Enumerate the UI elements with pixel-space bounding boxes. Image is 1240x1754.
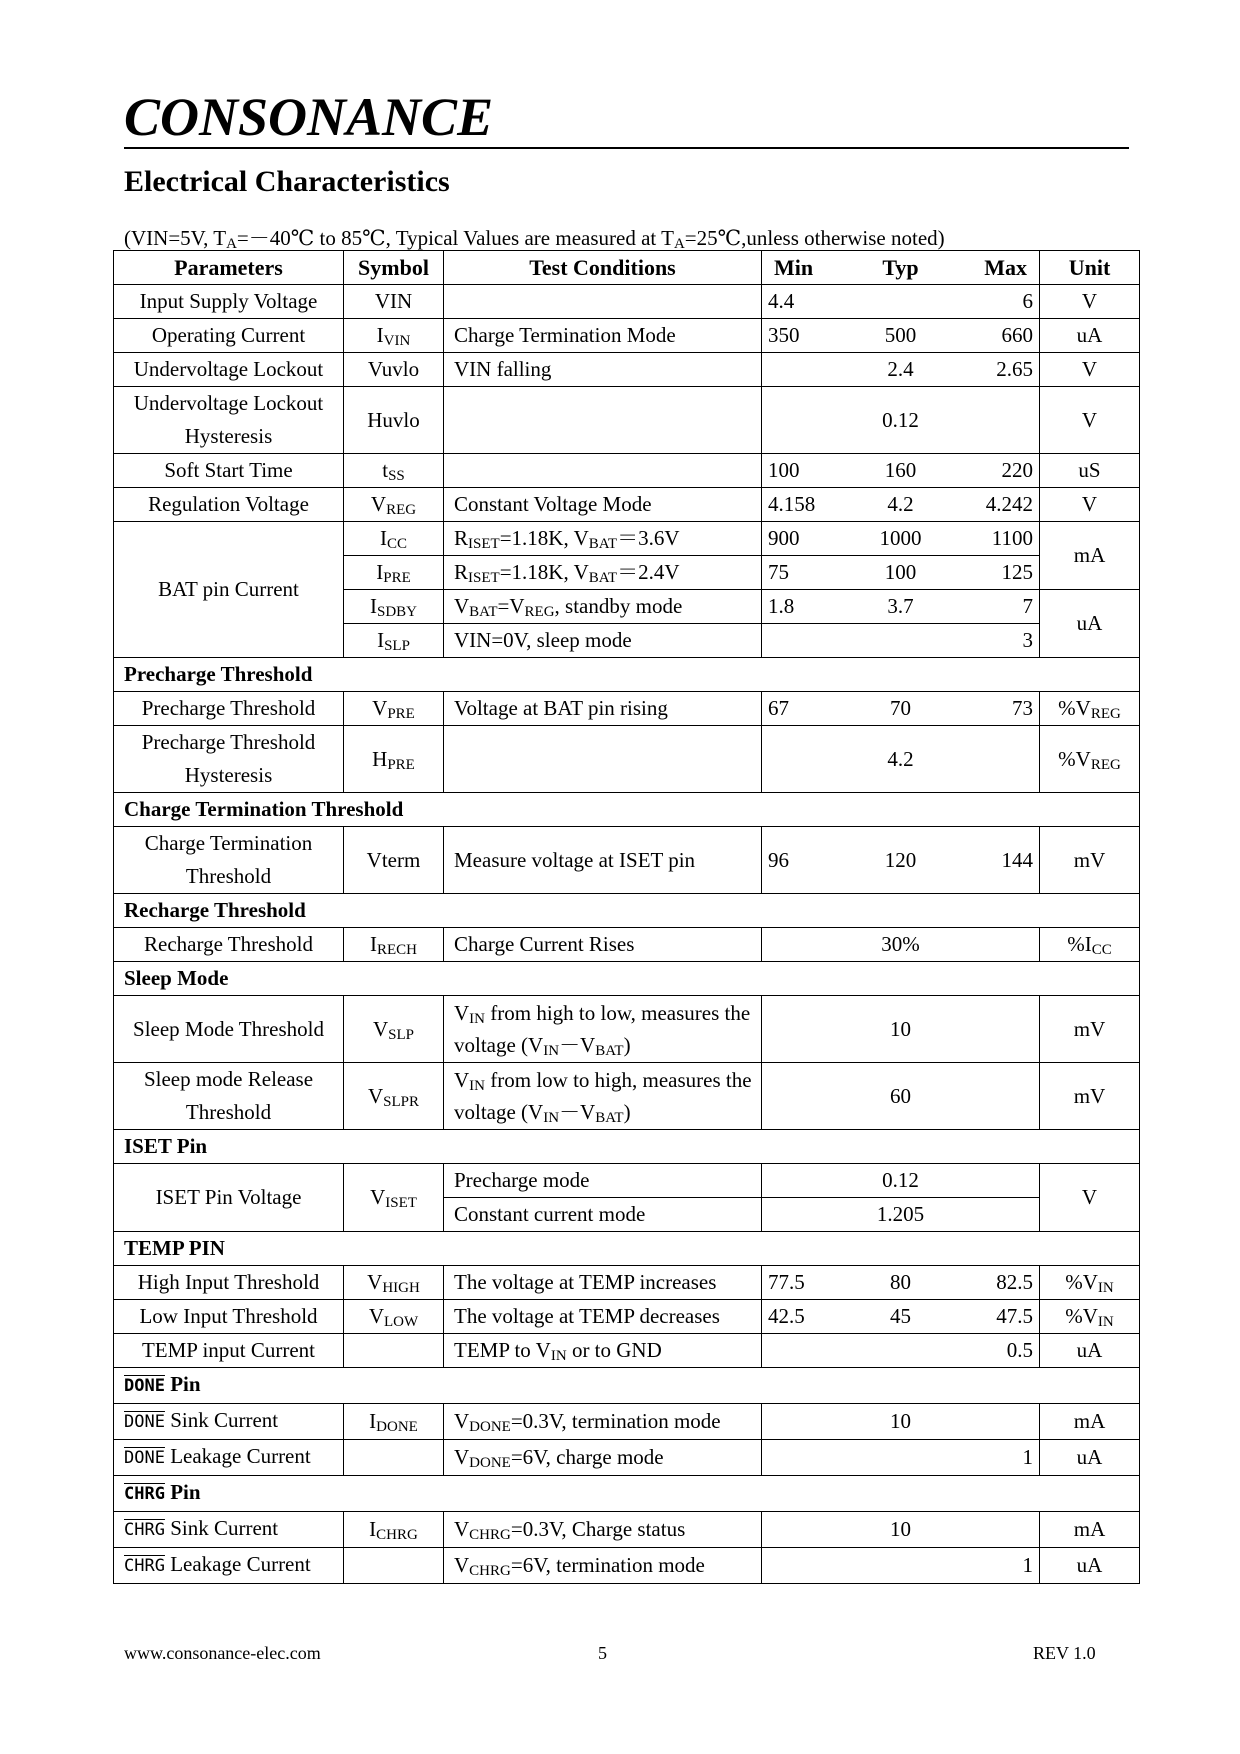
param-cell: BAT pin Current	[114, 522, 344, 658]
values-cell: 350 500 660	[762, 319, 1040, 353]
param-cell: TEMP input Current	[114, 1334, 344, 1368]
unit-cell: $\%V_{REG}$	[1040, 726, 1140, 793]
values-cell: 96 120 144	[762, 827, 1040, 894]
param-cell: DONE Sink Current	[114, 1404, 344, 1440]
table-row	[114, 1063, 1140, 1130]
symbol-cell: $I_{SDBY}$	[344, 590, 444, 624]
electrical-characteristics-table	[113, 250, 1140, 1584]
values-cell: 4.158 4.2 4.242	[762, 488, 1040, 522]
symbol-cell: $I_{RECH}$	[344, 928, 444, 962]
unit-cell: uA	[1040, 590, 1140, 658]
header-parameters: Parameters	[114, 251, 344, 285]
brand-logo: CONSONANCE	[124, 87, 494, 147]
section-row	[114, 894, 1140, 928]
unit-cell: uA	[1040, 1548, 1140, 1584]
values-cell: 42.5 45 47.5	[762, 1300, 1040, 1334]
unit-cell: uA	[1040, 1440, 1140, 1476]
section-row	[114, 1232, 1140, 1266]
condition-cell: Measure voltage at ISET pin	[444, 827, 762, 894]
param-cell: Undervoltage Lockout	[114, 353, 344, 387]
symbol-cell: VIN	[344, 285, 444, 319]
section-done-pin: DONE Pin	[114, 1368, 1140, 1404]
symbol-cell	[344, 1334, 444, 1368]
values-cell: 3	[762, 624, 1040, 658]
unit-cell: V	[1040, 353, 1140, 387]
footer-website: www.consonance-elec.com	[124, 1643, 321, 1663]
values-cell: 100 160 220	[762, 454, 1040, 488]
header-unit: Unit	[1040, 251, 1140, 285]
footer-revision: REV 1.0	[1033, 1643, 1096, 1663]
condition-cell: $V_{DONE}=0.3V$, termination mode	[444, 1404, 762, 1440]
table-row	[114, 1266, 1140, 1300]
param-cell: ISET Pin Voltage	[114, 1164, 344, 1232]
condition-cell: Constant current mode	[444, 1198, 762, 1232]
condition-cell	[444, 726, 762, 793]
param-cell: Precharge Threshold	[114, 692, 344, 726]
condition-cell	[444, 285, 762, 319]
condition-cell	[444, 454, 762, 488]
condition-cell: TEMP to $V_{IN}$ or to GND	[444, 1334, 762, 1368]
symbol-cell: $V_{SLPR}$	[344, 1063, 444, 1130]
param-cell: Sleep mode Release Threshold	[114, 1063, 344, 1130]
symbol-cell: $H_{PRE}$	[344, 726, 444, 793]
values-cell: 0.12	[762, 1164, 1040, 1198]
table-header-row	[114, 251, 1140, 285]
condition-cell: Charge Termination Mode	[444, 319, 762, 353]
section-row	[114, 962, 1140, 996]
param-cell: High Input Threshold	[114, 1266, 344, 1300]
unit-cell: mV	[1040, 996, 1140, 1063]
condition-cell: $V_{IN}$ from high to low, measures the voltage $(V_{IN}-V_{BAT})$	[444, 996, 762, 1063]
symbol-cell: $V_{SLP}$	[344, 996, 444, 1063]
table-row	[114, 1300, 1140, 1334]
symbol-cell: $V_{PRE}$	[344, 692, 444, 726]
unit-cell: V	[1040, 285, 1140, 319]
symbol-cell	[344, 1548, 444, 1584]
symbol-cell: Vuvlo	[344, 353, 444, 387]
table-row	[114, 1440, 1140, 1476]
unit-cell: $\%I_{CC}$	[1040, 928, 1140, 962]
unit-cell: $\%V_{REG}$	[1040, 692, 1140, 726]
symbol-cell: $I_{CHRG}$	[344, 1512, 444, 1548]
section-temp-pin: TEMP PIN	[114, 1232, 1140, 1266]
unit-cell: mV	[1040, 1063, 1140, 1130]
param-cell: Charge Termination Threshold	[114, 827, 344, 894]
condition-cell: $R_{ISET}=1.18K$, $V_{BAT}=2.4V$	[444, 556, 762, 590]
table-row	[114, 1512, 1140, 1548]
values-cell: 1	[762, 1548, 1040, 1584]
param-cell: Undervoltage Lockout Hysteresis	[114, 387, 344, 454]
param-cell: Sleep Mode Threshold	[114, 996, 344, 1063]
condition-cell: $V_{DONE}=6V$, charge mode	[444, 1440, 762, 1476]
unit-cell: $\%V_{IN}$	[1040, 1266, 1140, 1300]
table-row	[114, 319, 1140, 353]
condition-cell: Constant Voltage Mode	[444, 488, 762, 522]
values-cell: 75 100 125	[762, 556, 1040, 590]
section-row	[114, 1368, 1140, 1404]
condition-cell: Voltage at BAT pin rising	[444, 692, 762, 726]
unit-cell: V	[1040, 488, 1140, 522]
param-cell: Operating Current	[114, 319, 344, 353]
unit-cell: uA	[1040, 319, 1140, 353]
section-row	[114, 1130, 1140, 1164]
unit-cell: mA	[1040, 1512, 1140, 1548]
param-cell: Precharge Threshold Hysteresis	[114, 726, 344, 793]
values-cell: 10	[762, 1404, 1040, 1440]
values-cell: 0.5	[762, 1334, 1040, 1368]
header-test-conditions: Test Conditions	[444, 251, 762, 285]
table-row	[114, 1164, 1140, 1198]
condition-cell: Charge Current Rises	[444, 928, 762, 962]
table-row	[114, 726, 1140, 793]
condition-cell: The voltage at TEMP increases	[444, 1266, 762, 1300]
table-row	[114, 692, 1140, 726]
values-cell: 67 70 73	[762, 692, 1040, 726]
values-cell: 10	[762, 1512, 1040, 1548]
symbol-cell: $V_{REG}$	[344, 488, 444, 522]
param-cell: Recharge Threshold	[114, 928, 344, 962]
unit-cell: mV	[1040, 827, 1140, 894]
table-row	[114, 285, 1140, 319]
values-cell: 1.8 3.7 7	[762, 590, 1040, 624]
unit-cell: mA	[1040, 522, 1140, 590]
unit-cell: uA	[1040, 1334, 1140, 1368]
param-cell: Low Input Threshold	[114, 1300, 344, 1334]
footer-page-number: 5	[598, 1643, 607, 1663]
table-row	[114, 1548, 1140, 1584]
unit-cell: V	[1040, 387, 1140, 454]
values-cell: 4.2	[762, 726, 1040, 793]
unit-cell: V	[1040, 1164, 1140, 1232]
page-title: Electrical Characteristics	[124, 165, 450, 198]
condition-cell: $V_{IN}$ from low to high, measures the voltage $(V_{IN}-V_{BAT})$	[444, 1063, 762, 1130]
unit-cell: $\%V_{IN}$	[1040, 1300, 1140, 1334]
section-recharge: Recharge Threshold	[114, 894, 1140, 928]
table-row	[114, 928, 1140, 962]
test-conditions-note: (VIN=5V, $T_A=-40℃$ to 85℃, Typical Values are measured at $T_A=25℃,unless$ otherwise noted)	[124, 226, 945, 252]
header-min-typ-max: Min Typ Max	[762, 251, 1040, 285]
param-cell: CHRG Leakage Current	[114, 1548, 344, 1584]
table-row	[114, 522, 1140, 556]
unit-cell: mA	[1040, 1404, 1140, 1440]
values-cell: 1	[762, 1440, 1040, 1476]
symbol-cell: $V_{HIGH}$	[344, 1266, 444, 1300]
param-cell: Regulation Voltage	[114, 488, 344, 522]
param-cell: CHRG Sink Current	[114, 1512, 344, 1548]
condition-cell: VIN=0V, sleep mode	[444, 624, 762, 658]
condition-cell: $V_{BAT}=V_{REG}$, standby mode	[444, 590, 762, 624]
condition-cell: $R_{ISET}=1.18K$, $V_{BAT}=3.6V$	[444, 522, 762, 556]
values-cell: 10	[762, 996, 1040, 1063]
symbol-cell: $I_{SLP}$	[344, 624, 444, 658]
condition-cell: $V_{CHRG}=6V$, termination mode	[444, 1548, 762, 1584]
symbol-cell: $V_{ISET}$	[344, 1164, 444, 1232]
symbol-cell	[344, 1440, 444, 1476]
table-row	[114, 996, 1140, 1063]
values-cell: 1.205	[762, 1198, 1040, 1232]
param-cell: DONE Leakage Current	[114, 1440, 344, 1476]
table-row	[114, 1334, 1140, 1368]
symbol-cell: $I_{DONE}$	[344, 1404, 444, 1440]
values-cell: 77.5 80 82.5	[762, 1266, 1040, 1300]
section-charge-termination: Charge Termination Threshold	[114, 793, 1140, 827]
section-iset-pin: ISET Pin	[114, 1130, 1140, 1164]
condition-cell: $V_{CHRG}=0.3V$, Charge status	[444, 1512, 762, 1548]
condition-cell	[444, 387, 762, 454]
table-row	[114, 1404, 1140, 1440]
symbol-cell: Vterm	[344, 827, 444, 894]
symbol-cell: $I_{VIN}$	[344, 319, 444, 353]
table-row	[114, 454, 1140, 488]
values-cell: 0.12	[762, 387, 1040, 454]
symbol-cell: Huvlo	[344, 387, 444, 454]
condition-cell: The voltage at TEMP decreases	[444, 1300, 762, 1334]
symbol-cell: $I_{PRE}$	[344, 556, 444, 590]
section-row	[114, 1476, 1140, 1512]
symbol-cell: $V_{LOW}$	[344, 1300, 444, 1334]
table-row	[114, 488, 1140, 522]
header-rule	[124, 147, 1129, 149]
values-cell: 2.4 2.65	[762, 353, 1040, 387]
symbol-cell: $t_{SS}$	[344, 454, 444, 488]
param-cell: Soft Start Time	[114, 454, 344, 488]
condition-cell: VIN falling	[444, 353, 762, 387]
values-cell: 900 1000 1100	[762, 522, 1040, 556]
section-chrg-pin: CHRG Pin	[114, 1476, 1140, 1512]
header-symbol: Symbol	[344, 251, 444, 285]
unit-cell: uS	[1040, 454, 1140, 488]
section-precharge: Precharge Threshold	[114, 658, 1140, 692]
table-row	[114, 827, 1140, 894]
values-cell: 30%	[762, 928, 1040, 962]
section-sleep-mode: Sleep Mode	[114, 962, 1140, 996]
param-cell: Input Supply Voltage	[114, 285, 344, 319]
values-cell: 60	[762, 1063, 1040, 1130]
symbol-cell: $I_{CC}$	[344, 522, 444, 556]
condition-cell: Precharge mode	[444, 1164, 762, 1198]
table-row	[114, 387, 1140, 454]
table-row	[114, 353, 1140, 387]
section-row	[114, 658, 1140, 692]
values-cell: 4.4 6	[762, 285, 1040, 319]
section-row	[114, 793, 1140, 827]
